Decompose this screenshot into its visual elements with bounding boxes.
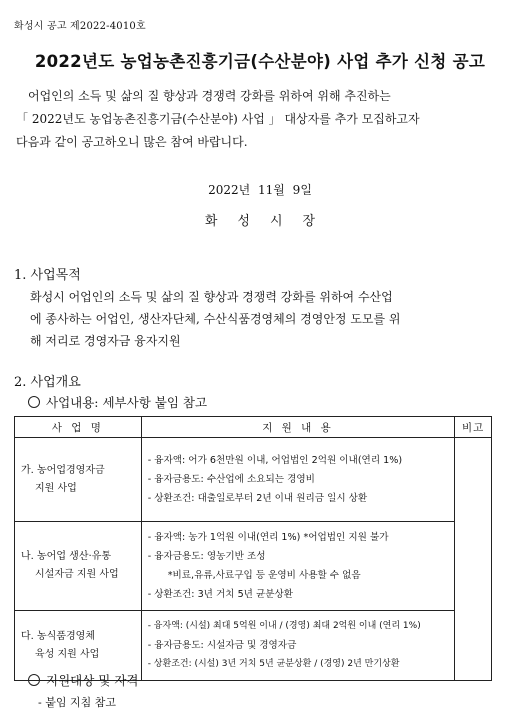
table-row	[15, 611, 492, 681]
business-name-cell	[15, 522, 142, 611]
table-row	[15, 438, 492, 522]
table-header-row	[15, 417, 492, 438]
name-line: 육성 지원 사업	[35, 648, 100, 660]
name-line: 지원 사업	[35, 482, 77, 494]
content-line: - 융자액: (시설) 최대 5억원 이내 / (경영) 최대 2억원 이내 (연리 1%)	[147, 621, 421, 631]
intro-paragraph	[16, 85, 506, 154]
content-line: - 상환조건: (시설) 3년 거치 5년 균분상환 / (경영) 2년 만기상환	[147, 659, 400, 669]
section-1-body	[30, 286, 508, 352]
bullet-eligibility	[28, 671, 138, 689]
page-title: 2022년도 농업농촌진흥기금(수산분야) 사업 추가 신청 공고	[34, 52, 486, 71]
content-line: - 상환조건: 3년 거치 5년 균분상환	[147, 589, 294, 600]
name-line: 가. 농어업경영자금	[21, 464, 105, 476]
content-line: - 융자액: 어가 6천만원 이내, 어업법인 2억원 이내(연리 1%)	[147, 455, 403, 466]
intro-line: 다음과 같이 공고하오니 많은 참여 바랍니다.	[16, 135, 248, 149]
content-line: - 융자액: 농가 1억원 이내(연리 1%) *어업법인 지원 불가	[147, 532, 389, 543]
bullet-text: 사업내용: 세부사항 붙임 참고	[46, 395, 208, 410]
content-line: *비료,유류,사료구입 등 운영비 사용할 수 없음	[167, 570, 361, 581]
content-line: - 융자금용도: 영농기반 조성	[147, 551, 266, 562]
name-line: 다. 농식품경영체	[21, 630, 95, 642]
issuing-authority: 화성시장	[204, 214, 336, 229]
business-overview-table	[14, 416, 492, 681]
circle-bullet-icon	[28, 674, 40, 686]
section-2-heading: 2. 사업개요	[14, 375, 81, 390]
section-1-heading: 1. 사업목적	[14, 268, 81, 283]
header-support-content: 지 원 내 용	[141, 417, 455, 438]
header-remark: 비고	[455, 417, 492, 438]
section-1-line: 에 종사하는 어업인, 생산자단체, 수산식품경영체의 경영안정 도모를 위	[30, 312, 401, 326]
name-line: 시설자금 지원 사업	[35, 569, 119, 580]
support-content-cell	[141, 611, 455, 681]
content-line: - 융자금용도: 시설자금 및 경영자금	[147, 640, 297, 651]
table-row	[15, 522, 492, 611]
business-name-cell	[15, 611, 142, 681]
circle-bullet-icon	[28, 396, 40, 408]
bullet-text: 지원대상 및 자격	[46, 673, 139, 688]
eligibility-note: - 붙임 지침 참고	[38, 696, 116, 709]
notice-date: 2022년 11월 9일	[208, 183, 312, 197]
content-line: - 융자금용도: 수산업에 소요되는 경영비	[147, 474, 315, 485]
content-line: - 상환조건: 대출일로부터 2년 이내 원리금 일시 상환	[147, 493, 368, 504]
support-content-cell	[141, 522, 455, 611]
support-content-cell	[141, 438, 455, 522]
intro-line: 어업인의 소득 및 삶의 질 향상과 경쟁력 강화를 위하여 위해 추진하는	[28, 89, 391, 103]
header-business-name: 사 업 명	[15, 417, 142, 438]
notice-number: 화성시 공고 제2022-4010호	[14, 21, 146, 32]
section-1-line: 화성시 어업인의 소득 및 삶의 질 향상과 경쟁력 강화를 위하여 수산업	[30, 290, 393, 304]
name-line: 나. 농어업 생산·유통	[21, 551, 111, 562]
section-1-line: 해 저리로 경영자금 융자지원	[30, 334, 181, 348]
bullet-business-content	[28, 393, 207, 411]
business-name-cell	[15, 438, 142, 522]
remark-cell	[455, 438, 492, 681]
intro-line: 「 2022년도 농업농촌진흥기금(수산분야) 사업 」 대상자를 추가 모집하고자	[16, 112, 420, 126]
